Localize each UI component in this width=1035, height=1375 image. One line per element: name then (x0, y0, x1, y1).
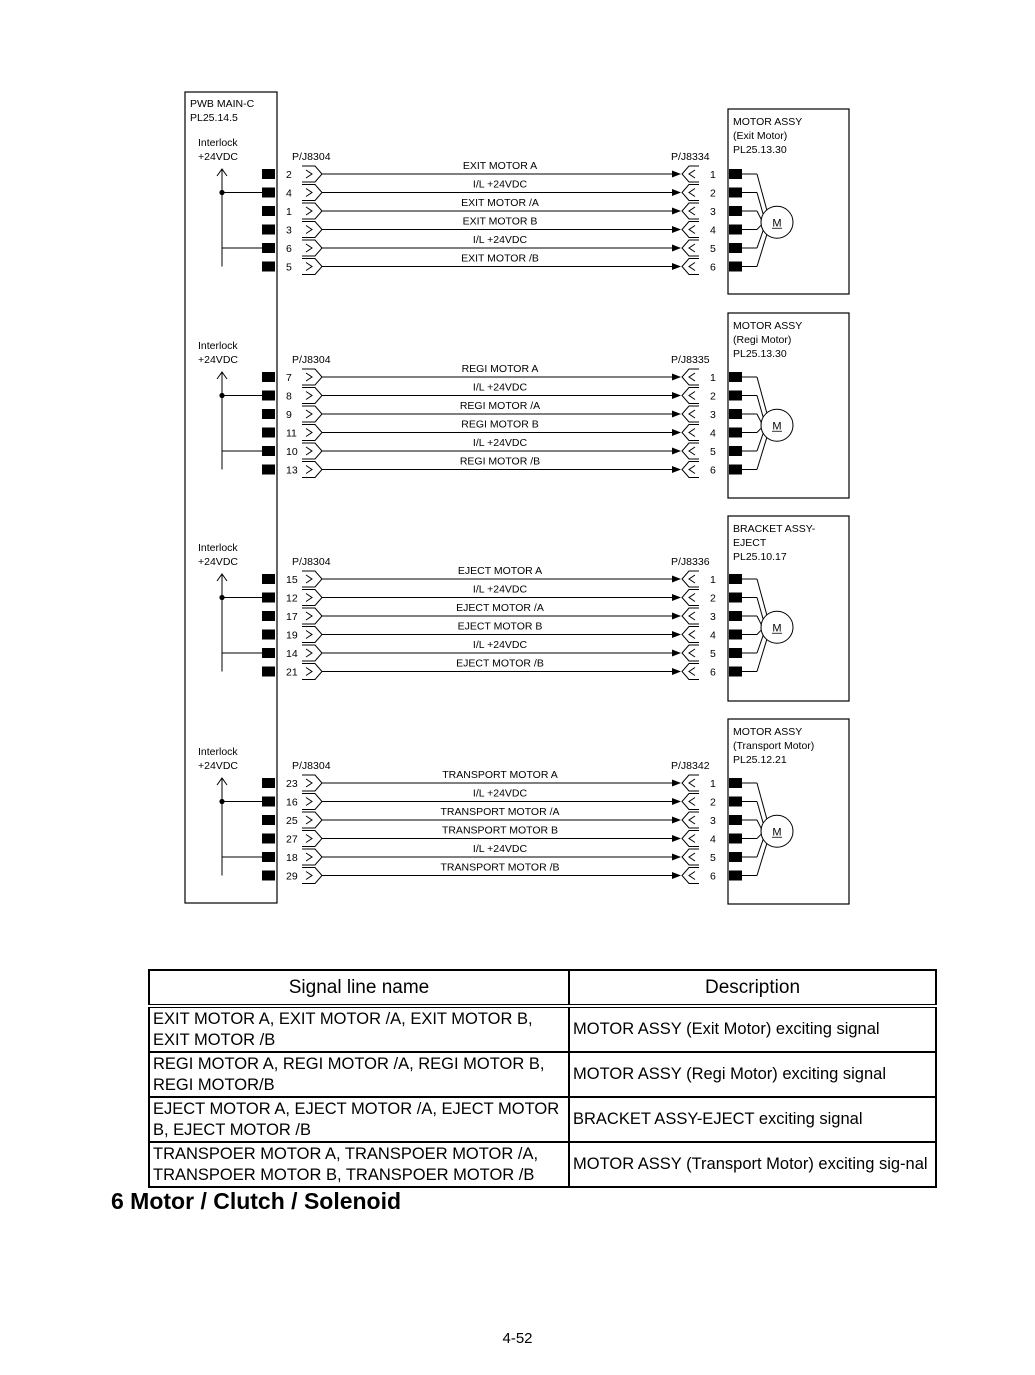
table-row (149, 1097, 936, 1142)
left-pin-number: 9 (286, 409, 292, 421)
right-pin-number: 3 (710, 409, 716, 421)
signal-arrowhead (672, 263, 681, 270)
motor-lead (757, 783, 767, 819)
right-connector-label: P/J8336 (671, 556, 710, 568)
section-heading: 6 Motor / Clutch / Solenoid (111, 1188, 402, 1214)
signal-arrowhead (672, 226, 681, 233)
voltage-label: +24VDC (198, 354, 238, 366)
motor-assy-label: PL25.10.17 (733, 551, 787, 563)
signal-cell: EXIT MOTOR A, EXIT MOTOR /A, EXIT MOTOR B, EXIT MOTOR /B (149, 1006, 569, 1052)
right-plug-symbol (682, 812, 699, 828)
right-terminal (729, 834, 742, 844)
left-terminal (262, 834, 275, 844)
signal-arrowhead (672, 448, 681, 455)
right-pin-number: 6 (710, 464, 716, 477)
right-pin-number: 4 (710, 224, 716, 237)
signal-arrowhead (672, 374, 681, 381)
signal-table (148, 969, 937, 1188)
right-plug-symbol (682, 664, 699, 680)
motor-lead (757, 211, 761, 219)
left-pin-number: 16 (286, 796, 298, 809)
right-plug-symbol (682, 831, 699, 847)
motor-label: M (772, 217, 782, 230)
right-plug-chevron (689, 410, 695, 418)
right-terminal (729, 188, 742, 198)
signal-label: EXIT MOTOR A (462, 160, 538, 172)
signal-arrowhead (672, 594, 681, 601)
left-connector-label: P/J8304 (292, 151, 331, 163)
left-plug-chevron (306, 189, 312, 197)
left-terminal (262, 465, 275, 475)
right-plug-chevron (689, 466, 695, 474)
right-terminal (729, 574, 742, 584)
motor-lead (757, 834, 761, 838)
right-plug-chevron (689, 189, 695, 197)
left-pin-number: 17 (286, 611, 298, 623)
right-terminal (729, 225, 742, 235)
right-plug-symbol (682, 794, 699, 810)
left-terminal (262, 574, 275, 584)
left-terminal (262, 188, 275, 198)
left-plug-chevron (306, 207, 312, 215)
signal-arrowhead (672, 411, 681, 418)
right-plug-symbol (682, 388, 699, 404)
motor-lead (757, 193, 763, 215)
right-pin-number: 5 (710, 852, 716, 864)
right-pin-number: 6 (710, 870, 716, 883)
left-plug-chevron (306, 594, 312, 602)
left-terminal (262, 243, 275, 253)
signal-label: EXIT MOTOR B (462, 215, 538, 228)
signal-label: REGI MOTOR /B (459, 455, 541, 468)
left-terminal (262, 852, 275, 862)
right-plug-symbol (682, 627, 699, 643)
left-pin-number: 23 (286, 778, 298, 790)
signal-arrowhead (672, 613, 681, 620)
right-pin-number: 3 (710, 206, 716, 218)
signal-label: I/L +24VDC (472, 639, 528, 651)
left-terminal (262, 446, 275, 456)
right-plug-chevron (689, 853, 695, 861)
motor-assy-label: (Transport Motor) (733, 740, 815, 752)
signal-arrowhead (672, 208, 681, 215)
motor-assy-label: MOTOR ASSY (733, 320, 803, 332)
motor-lead (757, 630, 761, 634)
motor-lead (757, 802, 763, 824)
motor-lead (757, 839, 763, 857)
right-pin-number: 1 (710, 169, 716, 181)
right-pin-number: 2 (710, 796, 716, 809)
right-plug-chevron (689, 816, 695, 824)
signal-arrowhead (672, 817, 681, 824)
right-plug-chevron (689, 649, 695, 657)
signal-label: REGI MOTOR B (461, 418, 539, 431)
left-connector-label: P/J8304 (292, 354, 331, 366)
signal-label: TRANSPORT MOTOR A (442, 769, 558, 781)
right-terminal (729, 852, 742, 862)
pwb-ref: PL25.14.5 (190, 112, 238, 124)
right-terminal (729, 648, 742, 658)
left-terminal (262, 815, 275, 825)
right-plug-symbol (682, 240, 699, 256)
signal-label: I/L +24VDC (472, 843, 528, 855)
left-pin-number: 15 (286, 574, 298, 586)
description-cell: MOTOR ASSY (Regi Motor) exciting signal (569, 1052, 936, 1097)
voltage-label: +24VDC (198, 151, 238, 163)
left-terminal (262, 593, 275, 603)
left-plug-chevron (306, 779, 312, 787)
signal-label: EJECT MOTOR B (457, 620, 543, 633)
right-plug-symbol (682, 259, 699, 275)
left-terminal (262, 648, 275, 658)
right-plug-chevron (689, 872, 695, 880)
left-pin-number: 12 (286, 592, 298, 605)
right-plug-symbol (682, 571, 699, 587)
right-pin-number: 4 (710, 629, 716, 642)
left-plug-chevron (306, 816, 312, 824)
left-terminal (262, 611, 275, 621)
right-plug-chevron (689, 207, 695, 215)
signal-arrowhead (672, 171, 681, 178)
left-plug-chevron (306, 631, 312, 639)
description-cell: MOTOR ASSY (Transport Motor) exciting sig-nal (569, 1142, 936, 1187)
right-pin-number: 1 (710, 574, 716, 586)
left-terminal (262, 428, 275, 438)
motor-lead (757, 235, 767, 267)
motor-assy-label: MOTOR ASSY (733, 116, 803, 128)
left-plug-chevron (306, 612, 312, 620)
right-terminal (729, 815, 742, 825)
interlock-label: Interlock (198, 746, 238, 758)
signal-label: REGI MOTOR A (461, 363, 539, 375)
left-plug-chevron (306, 392, 312, 400)
left-pin-number: 11 (286, 427, 297, 440)
signal-label: TRANSPORT MOTOR B (441, 824, 559, 837)
description-cell: MOTOR ASSY (Exit Motor) exciting signal (569, 1006, 936, 1052)
motor-lead (757, 844, 767, 876)
right-plug-chevron (689, 429, 695, 437)
right-plug-symbol (682, 425, 699, 441)
right-plug-symbol (682, 849, 699, 865)
right-terminal (729, 778, 742, 788)
table-header-row (149, 970, 936, 1006)
motor-lead (757, 616, 761, 624)
junction-dot (219, 799, 224, 804)
table-row (149, 1142, 936, 1187)
signal-label: I/L +24VDC (472, 234, 528, 246)
left-terminal (262, 262, 275, 272)
left-terminal (262, 225, 275, 235)
left-plug-chevron (306, 429, 312, 437)
signal-label: EJECT MOTOR /A (456, 602, 544, 614)
left-terminal (262, 206, 275, 216)
page-number: 4-52 (502, 1330, 533, 1347)
motor-lead (757, 414, 761, 422)
right-plug-symbol (682, 645, 699, 661)
motor-lead (757, 820, 761, 828)
motor-lead (757, 640, 767, 672)
motor-assy-label: (Regi Motor) (733, 334, 792, 346)
pwb-label: PWB MAIN-C (190, 98, 255, 110)
left-terminal (262, 372, 275, 382)
right-plug-symbol (682, 166, 699, 182)
left-plug-chevron (306, 649, 312, 657)
table-row (149, 1006, 936, 1052)
junction-dot (219, 190, 224, 195)
right-terminal (729, 611, 742, 621)
left-pin-number: 6 (286, 243, 292, 255)
signal-label: TRANSPORT MOTOR /B (440, 861, 560, 874)
motor-lead (757, 396, 763, 418)
right-plug-chevron (689, 447, 695, 455)
right-terminal (729, 630, 742, 640)
motor-lead (757, 438, 767, 470)
header-signal-line-name: Signal line name (149, 970, 569, 1006)
right-terminal (729, 206, 742, 216)
right-plug-chevron (689, 594, 695, 602)
right-plug-chevron (689, 244, 695, 252)
right-plug-chevron (689, 226, 695, 234)
right-plug-chevron (689, 631, 695, 639)
interlock-label: Interlock (198, 137, 238, 149)
right-connector-label: P/J8334 (671, 151, 710, 163)
signal-label: I/L +24VDC (472, 437, 528, 449)
right-connector-label: P/J8342 (671, 760, 710, 772)
left-pin-number: 25 (286, 815, 298, 827)
right-plug-symbol (682, 462, 699, 478)
right-pin-number: 3 (710, 815, 716, 827)
motor-label: M (772, 826, 782, 839)
right-plug-chevron (689, 170, 695, 178)
signal-label: I/L +24VDC (472, 381, 528, 394)
signal-label: EJECT MOTOR /B (456, 657, 544, 670)
interlock-label: Interlock (198, 542, 238, 554)
right-terminal (729, 409, 742, 419)
right-plug-chevron (689, 668, 695, 676)
left-plug-chevron (306, 244, 312, 252)
left-terminal (262, 778, 275, 788)
left-pin-number: 8 (286, 390, 292, 403)
left-plug-chevron (306, 466, 312, 474)
right-plug-symbol (682, 369, 699, 385)
motor-assy-label: MOTOR ASSY (733, 726, 803, 738)
left-plug-chevron (306, 798, 312, 806)
right-pin-number: 3 (710, 611, 716, 623)
signal-cell: TRANSPOER MOTOR A, TRANSPOER MOTOR /A, TRANSPOER MOTOR B, TRANSPOER MOTOR /B (149, 1142, 569, 1187)
signal-arrowhead (672, 245, 681, 252)
motor-lead (757, 174, 767, 210)
left-pin-number: 13 (286, 464, 298, 477)
motor-assy-label: (Exit Motor) (733, 130, 788, 142)
right-plug-chevron (689, 779, 695, 787)
right-pin-number: 5 (710, 243, 716, 255)
left-pin-number: 19 (286, 629, 298, 642)
right-terminal (729, 593, 742, 603)
signal-arrowhead (672, 576, 681, 583)
right-pin-number: 2 (710, 187, 716, 200)
right-terminal (729, 428, 742, 438)
left-plug-chevron (306, 853, 312, 861)
left-connector-label: P/J8304 (292, 556, 331, 568)
left-plug-chevron (306, 170, 312, 178)
signal-label: REGI MOTOR /A (459, 400, 541, 412)
signal-arrowhead (672, 798, 681, 805)
description-cell: BRACKET ASSY-EJECT exciting signal (569, 1097, 936, 1142)
right-plug-symbol (682, 868, 699, 884)
left-terminal (262, 391, 275, 401)
right-terminal (729, 262, 742, 272)
left-plug-chevron (306, 263, 312, 271)
left-pin-number: 29 (286, 870, 298, 883)
interlock-label: Interlock (198, 340, 238, 352)
right-plug-chevron (689, 575, 695, 583)
motor-lead (757, 598, 763, 620)
signal-cell: REGI MOTOR A, REGI MOTOR /A, REGI MOTOR B, REGI MOTOR/B (149, 1052, 569, 1097)
left-plug-chevron (306, 575, 312, 583)
right-pin-number: 5 (710, 648, 716, 660)
right-pin-number: 4 (710, 833, 716, 846)
left-pin-number: 21 (286, 666, 298, 679)
signal-arrowhead (672, 835, 681, 842)
motor-assy-label: BRACKET ASSY- (733, 523, 816, 535)
left-pin-number: 14 (286, 648, 298, 660)
left-plug-chevron (306, 447, 312, 455)
right-plug-chevron (689, 373, 695, 381)
junction-dot (219, 595, 224, 600)
right-plug-symbol (682, 775, 699, 791)
signal-label: I/L +24VDC (472, 583, 528, 596)
left-plug-chevron (306, 872, 312, 880)
right-terminal (729, 797, 742, 807)
motor-lead (757, 230, 763, 248)
voltage-label: +24VDC (198, 760, 238, 772)
signal-arrowhead (672, 780, 681, 787)
left-terminal (262, 797, 275, 807)
signal-label: I/L +24VDC (472, 787, 528, 800)
right-terminal (729, 391, 742, 401)
signal-label: EXIT MOTOR /A (461, 197, 539, 209)
right-plug-chevron (689, 835, 695, 843)
motor-lead (757, 635, 763, 653)
signal-arrowhead (672, 466, 681, 473)
right-pin-number: 5 (710, 446, 716, 458)
left-terminal (262, 667, 275, 677)
right-pin-number: 2 (710, 592, 716, 605)
signal-cell: EJECT MOTOR A, EJECT MOTOR /A, EJECT MOTOR B, EJECT MOTOR /B (149, 1097, 569, 1142)
right-terminal (729, 372, 742, 382)
right-plug-chevron (689, 612, 695, 620)
left-pin-number: 18 (286, 852, 298, 864)
left-plug-chevron (306, 373, 312, 381)
motor-assy-label: PL25.13.30 (733, 144, 787, 156)
right-terminal (729, 446, 742, 456)
left-plug-chevron (306, 226, 312, 234)
right-plug-chevron (689, 263, 695, 271)
right-terminal (729, 667, 742, 677)
right-pin-number: 4 (710, 427, 716, 440)
right-terminal (729, 243, 742, 253)
right-pin-number: 1 (710, 372, 716, 384)
signal-label: I/L +24VDC (472, 178, 528, 191)
signal-label: EJECT MOTOR A (457, 565, 543, 577)
signal-arrowhead (672, 631, 681, 638)
right-plug-symbol (682, 185, 699, 201)
left-pin-number: 10 (286, 446, 298, 458)
right-plug-chevron (689, 798, 695, 806)
right-terminal (729, 465, 742, 475)
table-row (149, 1052, 936, 1097)
junction-dot (219, 393, 224, 398)
signal-arrowhead (672, 429, 681, 436)
left-terminal (262, 409, 275, 419)
right-pin-number: 6 (710, 666, 716, 679)
left-pin-number: 3 (286, 224, 292, 237)
motor-lead (757, 433, 763, 451)
right-plug-symbol (682, 222, 699, 238)
signal-label: EXIT MOTOR /B (461, 252, 539, 265)
left-terminal (262, 169, 275, 179)
left-pin-number: 7 (286, 372, 292, 384)
right-plug-symbol (682, 590, 699, 606)
motor-assy-label: PL25.12.21 (733, 754, 787, 766)
header-description: Description (569, 970, 936, 1006)
motor-assy-label: PL25.13.30 (733, 348, 787, 360)
motor-lead (757, 225, 761, 229)
right-plug-symbol (682, 406, 699, 422)
left-connector-label: P/J8304 (292, 760, 331, 772)
right-plug-symbol (682, 608, 699, 624)
right-pin-number: 6 (710, 261, 716, 274)
motor-lead (757, 428, 761, 432)
motor-lead (757, 377, 767, 413)
right-terminal (729, 871, 742, 881)
right-pin-number: 2 (710, 390, 716, 403)
signal-arrowhead (672, 189, 681, 196)
right-plug-chevron (689, 392, 695, 400)
left-plug-chevron (306, 835, 312, 843)
signal-arrowhead (672, 872, 681, 879)
signal-arrowhead (672, 668, 681, 675)
left-pin-number: 5 (286, 261, 292, 274)
left-terminal (262, 630, 275, 640)
motor-assy-label: EJECT (733, 537, 767, 549)
left-pin-number: 27 (286, 833, 298, 846)
voltage-label: +24VDC (198, 556, 238, 568)
left-pin-number: 1 (286, 206, 292, 218)
signal-arrowhead (672, 392, 681, 399)
left-pin-number: 2 (286, 169, 292, 181)
left-terminal (262, 871, 275, 881)
right-pin-number: 1 (710, 778, 716, 790)
left-plug-chevron (306, 410, 312, 418)
motor-lead (757, 579, 767, 615)
motor-label: M (772, 420, 782, 433)
right-connector-label: P/J8335 (671, 354, 710, 366)
right-plug-symbol (682, 203, 699, 219)
motor-label: M (772, 622, 782, 635)
left-plug-chevron (306, 668, 312, 676)
signal-arrowhead (672, 650, 681, 657)
left-pin-number: 4 (286, 187, 292, 200)
signal-label: TRANSPORT MOTOR /A (440, 806, 560, 818)
right-plug-symbol (682, 443, 699, 459)
signal-arrowhead (672, 854, 681, 861)
right-terminal (729, 169, 742, 179)
